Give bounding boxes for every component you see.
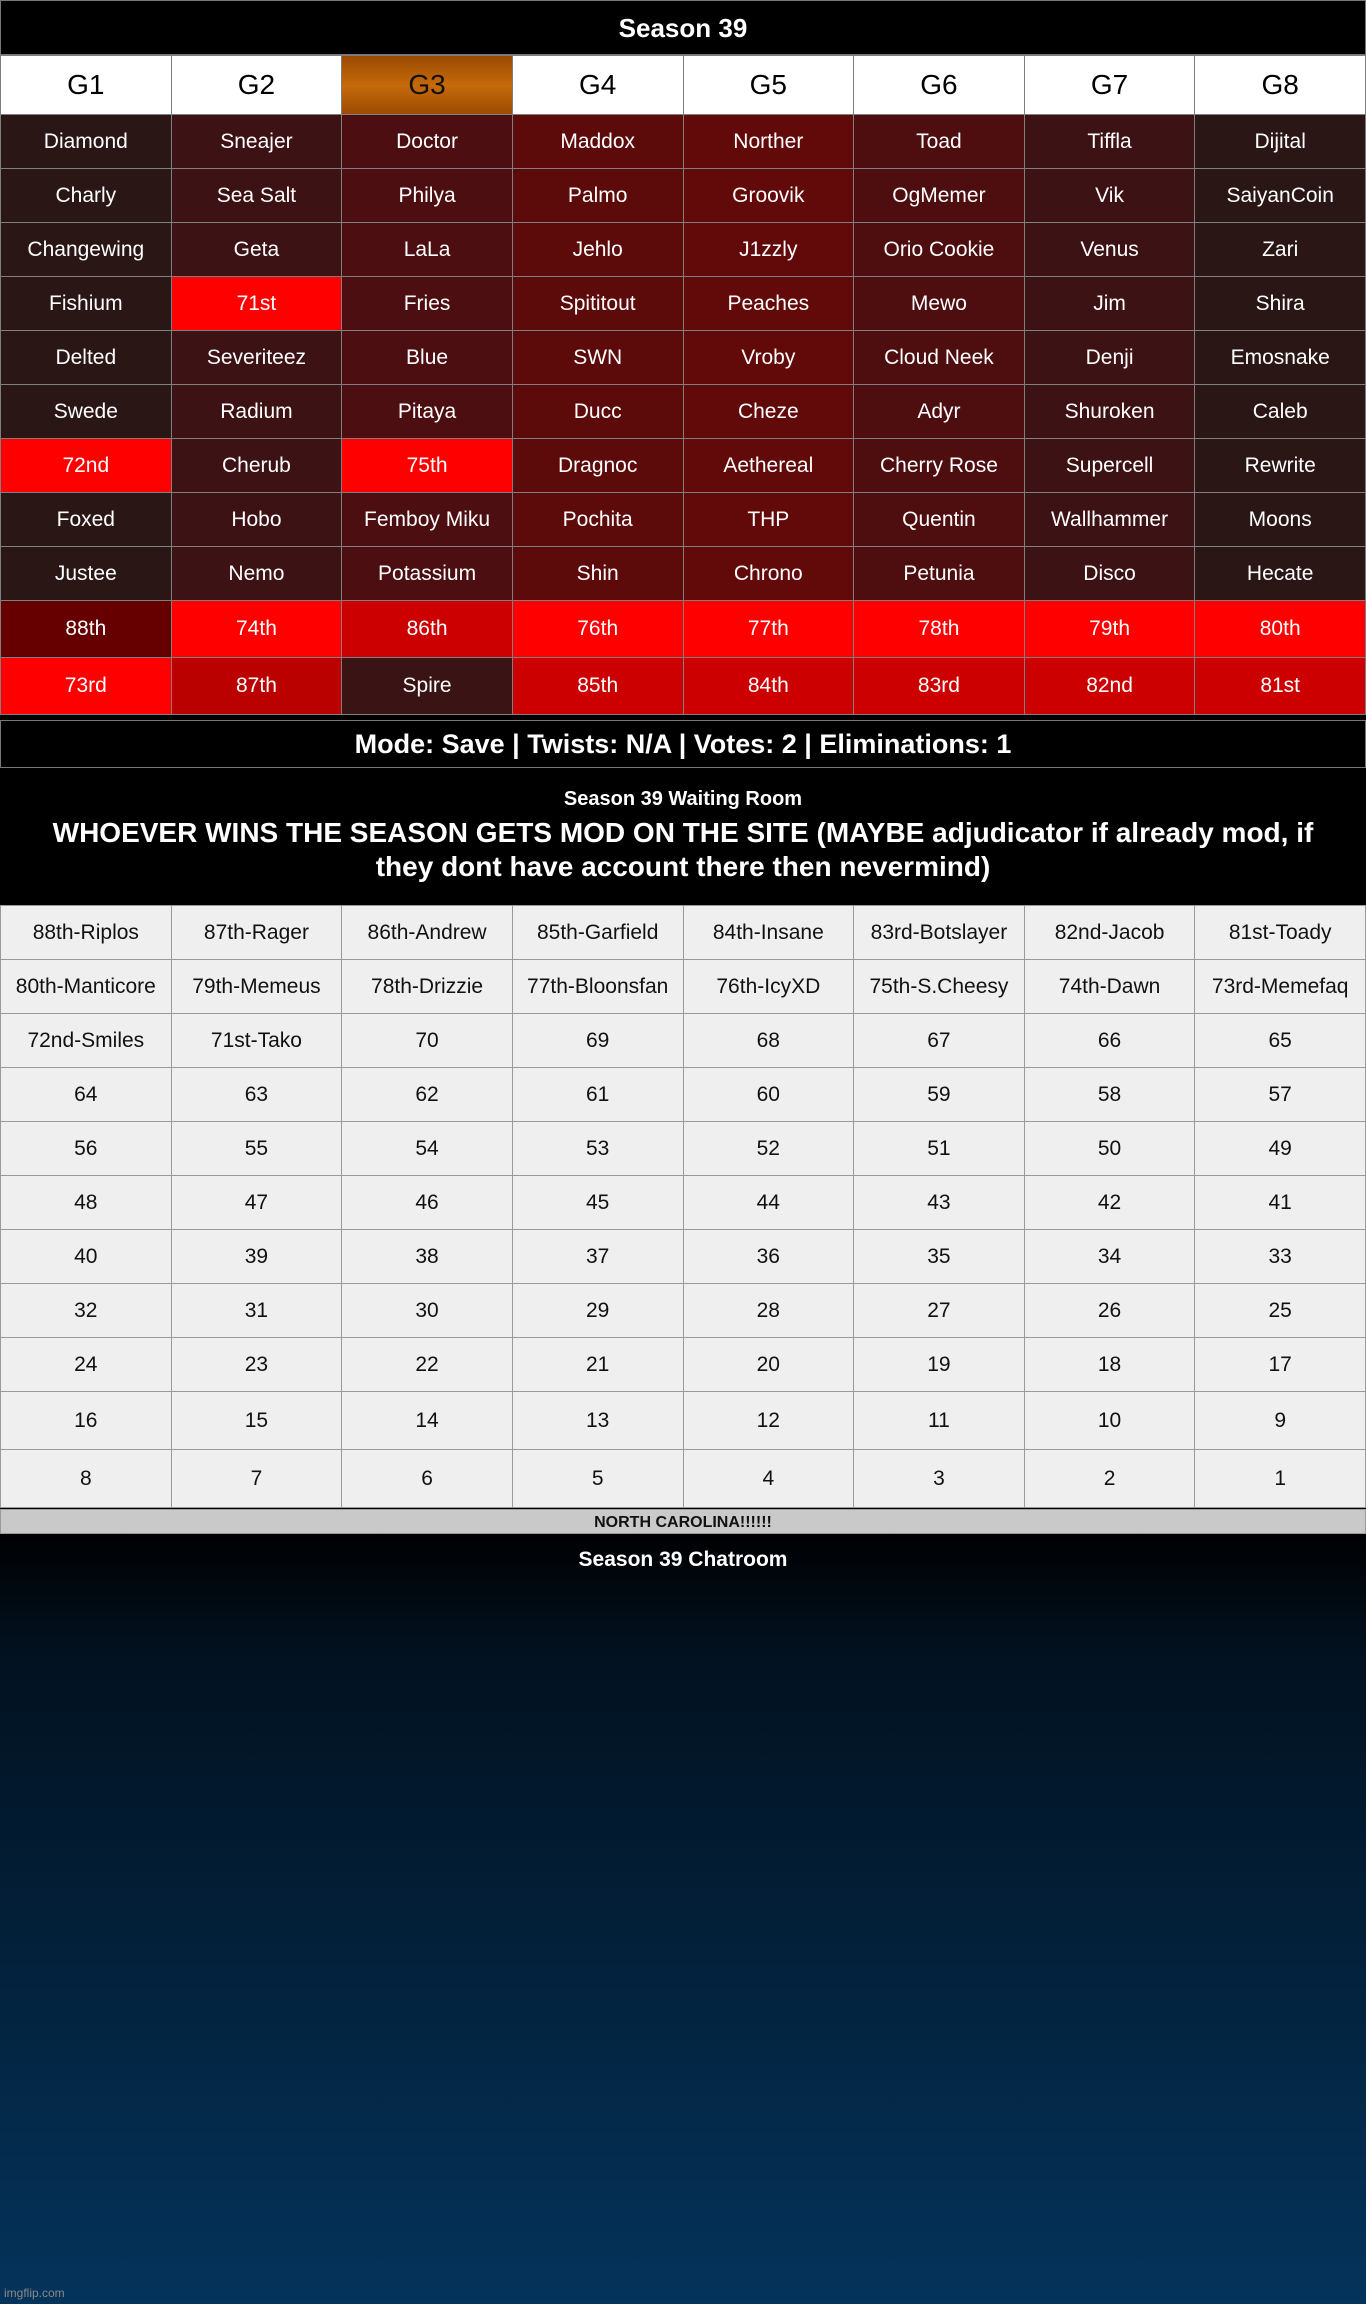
groups-row	[1, 277, 1366, 331]
contestant-cell: Radium	[171, 385, 342, 439]
contestant-cell: Foxed	[1, 493, 172, 547]
contestant-cell: Hobo	[171, 493, 342, 547]
contestant-cell: 75th	[342, 439, 513, 493]
contestant-cell: Vroby	[683, 331, 854, 385]
placement-cell: 82nd-Jacob	[1024, 906, 1195, 960]
contestant-cell: 87th	[171, 658, 342, 715]
placement-cell: 64	[1, 1068, 172, 1122]
contestant-cell: Dragnoc	[512, 439, 683, 493]
placement-cell: 2	[1024, 1450, 1195, 1508]
contestant-cell: Shira	[1195, 277, 1366, 331]
placement-cell: 78th-Drizzie	[342, 960, 513, 1014]
contestant-cell: 88th	[1, 601, 172, 658]
contestant-cell: Fishium	[1, 277, 172, 331]
placement-cell: 63	[171, 1068, 342, 1122]
contestant-cell: Venus	[1024, 223, 1195, 277]
contestant-cell: Petunia	[854, 547, 1025, 601]
group-header-6: G6	[854, 56, 1025, 115]
chatroom-title: Season 39 Chatroom	[578, 1548, 788, 1571]
groups-row	[1, 385, 1366, 439]
placement-cell: 38	[342, 1230, 513, 1284]
contestant-cell: 78th	[854, 601, 1025, 658]
placement-cell: 50	[1024, 1122, 1195, 1176]
contestant-cell: Aethereal	[683, 439, 854, 493]
groups-row	[1, 658, 1366, 715]
placement-cell: 10	[1024, 1392, 1195, 1450]
contestant-cell: Diamond	[1, 115, 172, 169]
contestant-cell: Sea Salt	[171, 169, 342, 223]
contestant-cell: Jehlo	[512, 223, 683, 277]
placement-cell: 17	[1195, 1338, 1366, 1392]
group-header-3: G3	[342, 56, 513, 115]
placement-cell: 11	[854, 1392, 1025, 1450]
placement-cell: 62	[342, 1068, 513, 1122]
placement-cell: 83rd-Botslayer	[854, 906, 1025, 960]
placement-cell: 4	[683, 1450, 854, 1508]
contestant-cell: 77th	[683, 601, 854, 658]
contestant-cell: Wallhammer	[1024, 493, 1195, 547]
groups-header-row	[1, 56, 1366, 115]
contestant-cell: Severiteez	[171, 331, 342, 385]
group-header-5: G5	[683, 56, 854, 115]
placement-cell: 43	[854, 1176, 1025, 1230]
placement-cell: 12	[683, 1392, 854, 1450]
contestant-cell: SaiyanCoin	[1195, 169, 1366, 223]
placement-cell: 54	[342, 1122, 513, 1176]
placement-cell: 58	[1024, 1068, 1195, 1122]
waiting-room-row	[1, 1122, 1366, 1176]
placement-cell: 26	[1024, 1284, 1195, 1338]
placement-cell: 3	[854, 1450, 1025, 1508]
contestant-cell: SWN	[512, 331, 683, 385]
waiting-room-row	[1, 1176, 1366, 1230]
placement-cell: 81st-Toady	[1195, 906, 1366, 960]
contestant-cell: 86th	[342, 601, 513, 658]
waiting-room-title: Season 39 Waiting Room	[563, 788, 803, 810]
placement-cell: 41	[1195, 1176, 1366, 1230]
placement-cell: 60	[683, 1068, 854, 1122]
contestant-cell: Fries	[342, 277, 513, 331]
placement-cell: 33	[1195, 1230, 1366, 1284]
placement-cell: 59	[854, 1068, 1025, 1122]
group-header-8: G8	[1195, 56, 1366, 115]
contestant-cell: Shuroken	[1024, 385, 1195, 439]
contestant-cell: Tiffla	[1024, 115, 1195, 169]
contestant-cell: 79th	[1024, 601, 1195, 658]
waiting-room-announcement: WHOEVER WINS THE SEASON GETS MOD ON THE SITE (MAYBE adjudicator if already mod, if they dont have account there then nevermind)	[52, 817, 1314, 882]
contestant-cell: Justee	[1, 547, 172, 601]
contestant-cell: 74th	[171, 601, 342, 658]
contestant-cell: Jim	[1024, 277, 1195, 331]
contestant-cell: Emosnake	[1195, 331, 1366, 385]
placement-cell: 49	[1195, 1122, 1366, 1176]
groups-row	[1, 223, 1366, 277]
placement-cell: 57	[1195, 1068, 1366, 1122]
contestant-cell: Pochita	[512, 493, 683, 547]
contestant-cell: Vik	[1024, 169, 1195, 223]
season-title: Season 39	[0, 0, 1366, 55]
contestant-cell: 83rd	[854, 658, 1025, 715]
contestant-cell: Norther	[683, 115, 854, 169]
placement-cell: 19	[854, 1338, 1025, 1392]
group-header-2: G2	[171, 56, 342, 115]
group-header-7: G7	[1024, 56, 1195, 115]
placement-cell: 68	[683, 1014, 854, 1068]
placement-cell: 46	[342, 1176, 513, 1230]
contestant-cell: Femboy Miku	[342, 493, 513, 547]
placement-cell: 61	[512, 1068, 683, 1122]
placement-cell: 8	[1, 1450, 172, 1508]
contestant-cell: 85th	[512, 658, 683, 715]
placement-cell: 22	[342, 1338, 513, 1392]
mode-bar: Mode: Save | Twists: N/A | Votes: 2 | Eliminations: 1	[0, 720, 1366, 768]
waiting-room-row	[1, 1392, 1366, 1450]
placement-cell: 9	[1195, 1392, 1366, 1450]
placement-cell: 84th-Insane	[683, 906, 854, 960]
placement-cell: 85th-Garfield	[512, 906, 683, 960]
group-header-4: G4	[512, 56, 683, 115]
placement-cell: 66	[1024, 1014, 1195, 1068]
placement-cell: 27	[854, 1284, 1025, 1338]
waiting-room-footer: NORTH CAROLINA!!!!!!	[0, 1509, 1366, 1534]
placement-cell: 65	[1195, 1014, 1366, 1068]
placement-cell: 67	[854, 1014, 1025, 1068]
groups-row	[1, 547, 1366, 601]
placement-cell: 80th-Manticore	[1, 960, 172, 1014]
placement-cell: 15	[171, 1392, 342, 1450]
groups-row	[1, 331, 1366, 385]
placement-cell: 87th-Rager	[171, 906, 342, 960]
placement-cell: 36	[683, 1230, 854, 1284]
placement-cell: 32	[1, 1284, 172, 1338]
placement-cell: 73rd-Memefaq	[1195, 960, 1366, 1014]
contestant-cell: J1zzly	[683, 223, 854, 277]
contestant-cell: 81st	[1195, 658, 1366, 715]
contestant-cell: Charly	[1, 169, 172, 223]
contestant-cell: Chrono	[683, 547, 854, 601]
contestant-cell: Groovik	[683, 169, 854, 223]
contestant-cell: Denji	[1024, 331, 1195, 385]
placement-cell: 37	[512, 1230, 683, 1284]
placement-cell: 35	[854, 1230, 1025, 1284]
placement-cell: 48	[1, 1176, 172, 1230]
placement-cell: 6	[342, 1450, 513, 1508]
contestant-cell: Maddox	[512, 115, 683, 169]
contestant-cell: 76th	[512, 601, 683, 658]
waiting-room-row	[1, 1338, 1366, 1392]
contestant-cell: Cherub	[171, 439, 342, 493]
placement-cell: 69	[512, 1014, 683, 1068]
placement-cell: 75th-S.Cheesy	[854, 960, 1025, 1014]
contestant-cell: Cherry Rose	[854, 439, 1025, 493]
groups-row	[1, 493, 1366, 547]
contestant-cell: Shin	[512, 547, 683, 601]
contestant-cell: Potassium	[342, 547, 513, 601]
contestant-cell: Philya	[342, 169, 513, 223]
groups-table	[0, 55, 1366, 715]
waiting-room-row	[1, 1284, 1366, 1338]
contestant-cell: Swede	[1, 385, 172, 439]
placement-cell: 29	[512, 1284, 683, 1338]
groups-row	[1, 439, 1366, 493]
placement-cell: 42	[1024, 1176, 1195, 1230]
contestant-cell: Geta	[171, 223, 342, 277]
contestant-cell: 82nd	[1024, 658, 1195, 715]
placement-cell: 31	[171, 1284, 342, 1338]
contestant-cell: 80th	[1195, 601, 1366, 658]
placement-cell: 14	[342, 1392, 513, 1450]
placement-cell: 39	[171, 1230, 342, 1284]
contestant-cell: Toad	[854, 115, 1025, 169]
placement-cell: 51	[854, 1122, 1025, 1176]
waiting-room-table	[0, 905, 1366, 1508]
contestant-cell: Palmo	[512, 169, 683, 223]
contestant-cell: 73rd	[1, 658, 172, 715]
placement-cell: 24	[1, 1338, 172, 1392]
contestant-cell: Quentin	[854, 493, 1025, 547]
contestant-cell: Changewing	[1, 223, 172, 277]
groups-row	[1, 169, 1366, 223]
contestant-cell: Cheze	[683, 385, 854, 439]
placement-cell: 76th-IcyXD	[683, 960, 854, 1014]
waiting-room-row	[1, 906, 1366, 960]
waiting-room-row	[1, 1014, 1366, 1068]
placement-cell: 77th-Bloonsfan	[512, 960, 683, 1014]
placement-cell: 47	[171, 1176, 342, 1230]
contestant-cell: Ducc	[512, 385, 683, 439]
placement-cell: 13	[512, 1392, 683, 1450]
contestant-cell: Pitaya	[342, 385, 513, 439]
contestant-cell: Peaches	[683, 277, 854, 331]
placement-cell: 56	[1, 1122, 172, 1176]
placement-cell: 53	[512, 1122, 683, 1176]
contestant-cell: Hecate	[1195, 547, 1366, 601]
contestant-cell: Spire	[342, 658, 513, 715]
placement-cell: 88th-Riplos	[1, 906, 172, 960]
waiting-room-row	[1, 1068, 1366, 1122]
contestant-cell: OgMemer	[854, 169, 1025, 223]
placement-cell: 44	[683, 1176, 854, 1230]
contestant-cell: Caleb	[1195, 385, 1366, 439]
placement-cell: 86th-Andrew	[342, 906, 513, 960]
groups-row	[1, 115, 1366, 169]
contestant-cell: Rewrite	[1195, 439, 1366, 493]
placement-cell: 28	[683, 1284, 854, 1338]
placement-cell: 55	[171, 1122, 342, 1176]
groups-row	[1, 601, 1366, 658]
contestant-cell: 84th	[683, 658, 854, 715]
contestant-cell: 71st	[171, 277, 342, 331]
contestant-cell: LaLa	[342, 223, 513, 277]
contestant-cell: Mewo	[854, 277, 1025, 331]
waiting-room-row	[1, 1450, 1366, 1508]
contestant-cell: Orio Cookie	[854, 223, 1025, 277]
contestant-cell: Disco	[1024, 547, 1195, 601]
placement-cell: 70	[342, 1014, 513, 1068]
placement-cell: 25	[1195, 1284, 1366, 1338]
waiting-room-row	[1, 960, 1366, 1014]
waiting-room-row	[1, 1230, 1366, 1284]
placement-cell: 23	[171, 1338, 342, 1392]
contestant-cell: Adyr	[854, 385, 1025, 439]
placement-cell: 71st-Tako	[171, 1014, 342, 1068]
placement-cell: 74th-Dawn	[1024, 960, 1195, 1014]
group-header-1: G1	[1, 56, 172, 115]
contestant-cell: THP	[683, 493, 854, 547]
placement-cell: 79th-Memeus	[171, 960, 342, 1014]
placement-cell: 7	[171, 1450, 342, 1508]
placement-cell: 45	[512, 1176, 683, 1230]
contestant-cell: Sneajer	[171, 115, 342, 169]
contestant-cell: Supercell	[1024, 439, 1195, 493]
placement-cell: 1	[1195, 1450, 1366, 1508]
placement-cell: 30	[342, 1284, 513, 1338]
contestant-cell: Zari	[1195, 223, 1366, 277]
contestant-cell: Spititout	[512, 277, 683, 331]
placement-cell: 18	[1024, 1338, 1195, 1392]
contestant-cell: Doctor	[342, 115, 513, 169]
placement-cell: 5	[512, 1450, 683, 1508]
placement-cell: 34	[1024, 1230, 1195, 1284]
placement-cell: 40	[1, 1230, 172, 1284]
contestant-cell: Blue	[342, 331, 513, 385]
placement-cell: 20	[683, 1338, 854, 1392]
contestant-cell: Moons	[1195, 493, 1366, 547]
contestant-cell: Nemo	[171, 547, 342, 601]
placement-cell: 16	[1, 1392, 172, 1450]
placement-cell: 21	[512, 1338, 683, 1392]
contestant-cell: Cloud Neek	[854, 331, 1025, 385]
contestant-cell: Dijital	[1195, 115, 1366, 169]
placement-cell: 72nd-Smiles	[1, 1014, 172, 1068]
contestant-cell: Delted	[1, 331, 172, 385]
watermark: imgflip.com	[4, 2286, 65, 2300]
placement-cell: 52	[683, 1122, 854, 1176]
contestant-cell: 72nd	[1, 439, 172, 493]
